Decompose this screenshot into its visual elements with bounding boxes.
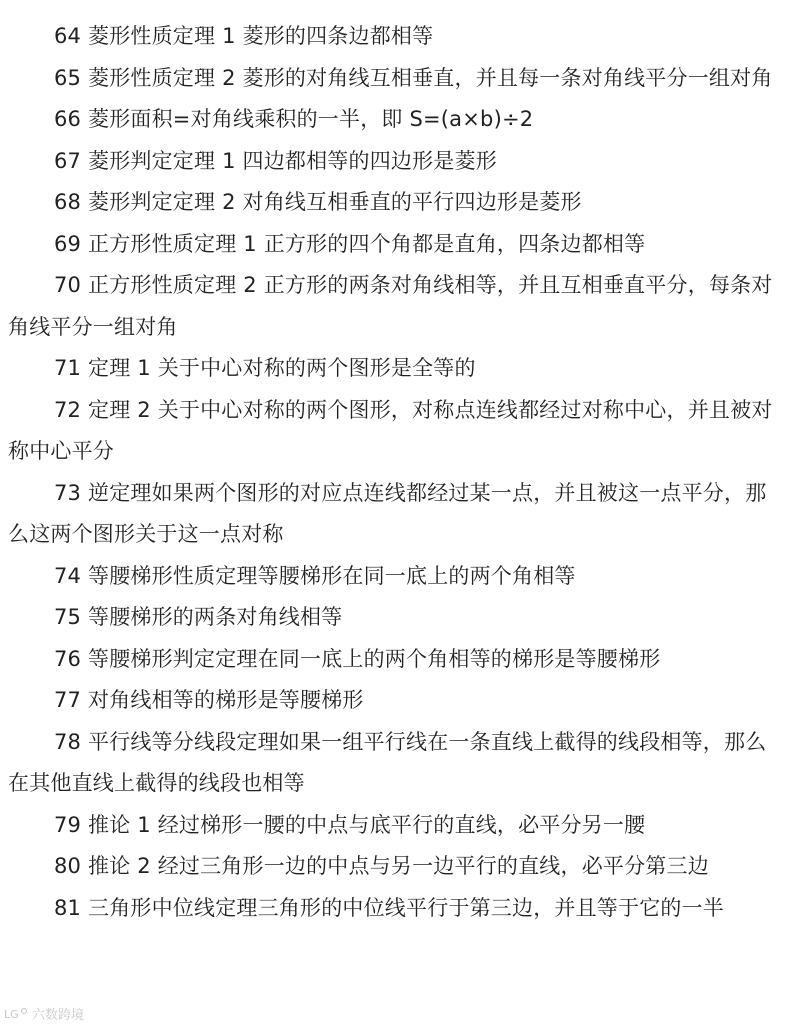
svg-text:LG: LG [4,1007,19,1021]
theorem-item-80: 80 推论 2 经过三角形一边的中点与另一边平行的直线，必平分第三边 [54,854,709,878]
theorem-item-65: 65 菱形性质定理 2 菱形的对角线互相垂直，并且每一条对角线平分一组对角 [54,65,773,90]
theorem-item-73: 73 逆定理如果两个图形的对应点连线都经过某一点，并且被这一点平分，那么这两个图形关于这一点对称 [8,480,767,546]
theorem-item-69: 69 正方形性质定理 1 正方形的四个角都是直角，四条边都相等 [54,231,646,256]
theorem-item-74: 74 等腰梯形性质定理等腰梯形在同一底上的两个角相等 [54,563,576,588]
theorem-item-79: 79 推论 1 经过梯形一腰的中点与底平行的直线，必平分另一腰 [54,812,646,837]
theorem-item-72: 72 定理 2 关于中心对称的两个图形，对称点连线都经过对称中心，并且被对称中心平分 [8,397,773,463]
theorem-item-76: 76 等腰梯形判定定理在同一底上的两个角相等的梯形是等腰梯形 [54,646,661,671]
theorem-item-75: 75 等腰梯形的两条对角线相等 [54,605,343,629]
theorem-item-71: 71 定理 1 关于中心对称的两个图形是全等的 [54,356,476,380]
theorem-item-64: 64 菱形性质定理 1 菱形的四条边都相等 [54,24,434,48]
theorem-item-66: 66 菱形面积=对角线乘积的一半，即 S=(a×b)÷2 [54,107,534,131]
theorem-list [8,16,786,929]
theorem-item-78: 78 平行线等分线段定理如果一组平行线在一条直线上截得的线段相等，那么在其他直线上截得的线段也相等 [8,729,767,795]
theorem-item-70: 70 正方形性质定理 2 正方形的两条对角线相等，并且互相垂直平分，每条对角线平分一组对角 [8,273,773,339]
theorem-item-81: 81 三角形中位线定理三角形的中位线平行于第三边，并且等于它的一半 [54,895,724,920]
brand-logo-icon [4,1007,28,1021]
watermark-text: 六数跨境 [32,1008,85,1023]
watermark [4,1004,84,1023]
theorem-item-67: 67 菱形判定定理 1 四边都相等的四边形是菱形 [54,148,497,173]
theorem-item-68: 68 菱形判定定理 2 对角线互相垂直的平行四边形是菱形 [54,190,582,214]
theorem-item-77: 77 对角线相等的梯形是等腰梯形 [54,688,364,712]
